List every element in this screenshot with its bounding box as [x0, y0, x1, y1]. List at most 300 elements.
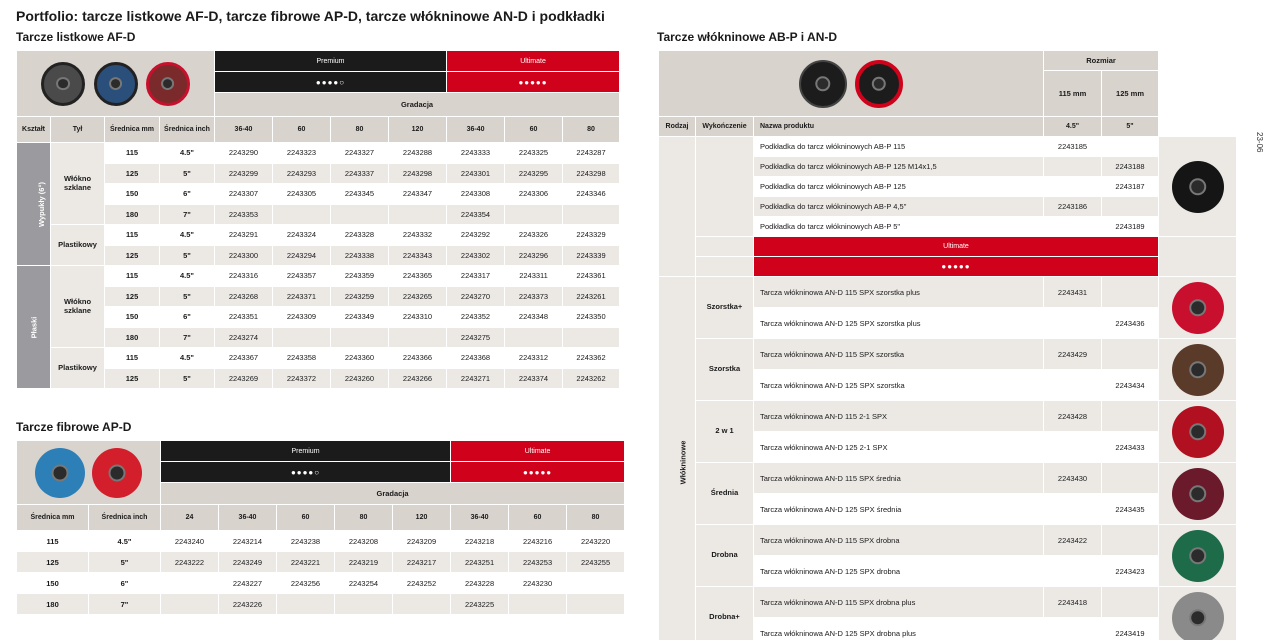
an-finish-label: Drobna — [696, 525, 754, 587]
an-product-disc-icon — [1172, 592, 1224, 640]
an-table — [658, 50, 1237, 640]
ap-cell-code — [393, 594, 451, 615]
af-cell-code: 2243365 — [389, 266, 447, 287]
af-cell-code: 2243305 — [273, 184, 331, 205]
ap-cell-code: 2243254 — [335, 573, 393, 594]
ap-grit-header: 80 — [567, 505, 625, 531]
af-cell-inch: 5" — [160, 163, 215, 184]
af-cell-code: 2243326 — [505, 225, 563, 246]
ap-cell-code: 2243220 — [567, 531, 625, 552]
ap-cell-code — [161, 573, 219, 594]
ap-cell-code: 2243216 — [509, 531, 567, 552]
an-code-125: 2243419 — [1102, 618, 1159, 640]
af-cell-mm: 115 — [105, 143, 160, 164]
an-pad-photo — [1159, 137, 1237, 237]
af-cell-code: 2243338 — [331, 245, 389, 266]
af-cell-code: 2243351 — [215, 307, 273, 328]
af-cell-code — [389, 204, 447, 225]
af-cell-code: 2243329 — [563, 225, 620, 246]
an-ultimate-row — [659, 237, 1237, 257]
af-cell-code: 2243360 — [331, 348, 389, 369]
af-cell-code: 2243290 — [215, 143, 273, 164]
ap-gradacja-header: Gradacja — [161, 483, 625, 505]
ap-section-title: Tarcze fibrowe AP-D — [16, 420, 132, 434]
an-product-photo — [1159, 587, 1237, 640]
af-cell-inch: 7" — [160, 204, 215, 225]
af-table-row — [17, 204, 620, 225]
af-cell-code: 2243353 — [215, 204, 273, 225]
af-cell-inch: 5" — [160, 245, 215, 266]
an-table-row — [659, 463, 1237, 494]
af-cell-inch: 5" — [160, 368, 215, 389]
an-pads-wyk — [696, 137, 754, 237]
page-title: Portfolio: tarcze listkowe AF-D, tarcze fibrowe AP-D, tarcze włókninowe AN-D i podkładki — [16, 8, 605, 24]
af-shape-wypukly-label: Wypukły (6°) — [36, 181, 46, 227]
af-cell-code: 2243268 — [215, 286, 273, 307]
an-product-name: Tarcza włókninowa AN-D 125 SPX drobna — [754, 556, 1044, 587]
af-cell-mm: 150 — [105, 307, 160, 328]
ap-cell-inch: 5" — [89, 552, 161, 573]
af-grit-header: 36-40 — [215, 117, 273, 143]
side-code: 23-06 — [1255, 132, 1264, 153]
af-grit-header: 60 — [273, 117, 331, 143]
ap-grit-header: 36-40 — [451, 505, 509, 531]
af-cell-code: 2243361 — [563, 266, 620, 287]
af-table-row — [17, 266, 620, 287]
an-pad-row — [659, 137, 1237, 157]
af-table-row — [17, 327, 620, 348]
an-product-disc-icon — [1172, 282, 1224, 334]
ap-cell-code: 2243225 — [451, 594, 509, 615]
ap-cell-code — [567, 573, 625, 594]
an-code-115 — [1044, 494, 1102, 525]
an-code-115 — [1044, 556, 1102, 587]
af-cell-code: 2243348 — [505, 307, 563, 328]
af-cell-code: 2243295 — [505, 163, 563, 184]
af-cell-code: 2243350 — [563, 307, 620, 328]
an-finish-label: Szorstka+ — [696, 277, 754, 339]
af-cell-code: 2243307 — [215, 184, 273, 205]
an-pad-code-125: 2243188 — [1102, 157, 1159, 177]
af-cell-code: 2243373 — [505, 286, 563, 307]
af-cell-inch: 4.5" — [160, 143, 215, 164]
af-cell-code: 2243339 — [563, 245, 620, 266]
ap-cell-code: 2243249 — [219, 552, 277, 573]
an-code-125: 2243435 — [1102, 494, 1159, 525]
ap-disc-red-icon — [92, 448, 142, 498]
ap-disc-blue-icon — [35, 448, 85, 498]
ap-cell-code: 2243222 — [161, 552, 219, 573]
ap-cell-code: 2243228 — [451, 573, 509, 594]
af-grit-header: 80 — [331, 117, 389, 143]
af-cell-mm: 115 — [105, 225, 160, 246]
an-pad-images — [659, 51, 1044, 117]
af-table — [16, 50, 620, 389]
an-table-row — [659, 525, 1237, 556]
an-product-name: Tarcza włókninowa AN-D 115 2-1 SPX — [754, 401, 1044, 432]
af-cell-code — [505, 327, 563, 348]
af-cell-inch: 5" — [160, 286, 215, 307]
af-cell-code: 2243368 — [447, 348, 505, 369]
af-cell-code: 2243261 — [563, 286, 620, 307]
af-cell-code: 2243352 — [447, 307, 505, 328]
ap-cell-code: 2243230 — [509, 573, 567, 594]
af-cell-mm: 125 — [105, 163, 160, 184]
af-cell-inch: 7" — [160, 327, 215, 348]
ap-cell-inch: 4.5" — [89, 531, 161, 552]
af-cell-code: 2243259 — [331, 286, 389, 307]
af-section-title: Tarcze listkowe AF-D — [16, 30, 136, 44]
af-cell-code — [331, 204, 389, 225]
af-cell-code: 2243288 — [389, 143, 447, 164]
ap-cell-code: 2243217 — [393, 552, 451, 573]
af-col-inch: Średnica inch — [160, 117, 215, 143]
ap-cell-code: 2243256 — [277, 573, 335, 594]
an-code-115 — [1044, 618, 1102, 640]
af-col-ksztalt: Kształt — [17, 117, 51, 143]
af-cell-code — [505, 204, 563, 225]
ap-cell-inch: 7" — [89, 594, 161, 615]
an-size-125: 125 mm — [1102, 71, 1159, 117]
an-pad-black-icon — [799, 60, 847, 108]
af-cell-code — [563, 327, 620, 348]
af-cell-code: 2243299 — [215, 163, 273, 184]
af-cell-code: 2243359 — [331, 266, 389, 287]
an-product-photo — [1159, 525, 1237, 587]
an-ultimate-rating: ●●●●● — [754, 257, 1159, 277]
ap-grit-header: 120 — [393, 505, 451, 531]
ap-grit-header: 36-40 — [219, 505, 277, 531]
an-code-125 — [1102, 587, 1159, 618]
an-product-name: Tarcza włókninowa AN-D 115 SPX szorstka plus — [754, 277, 1044, 308]
af-cell-inch: 6" — [160, 307, 215, 328]
an-code-125: 2243436 — [1102, 308, 1159, 339]
ap-ultimate-rating: ●●●●● — [451, 462, 625, 483]
af-cell-code: 2243306 — [505, 184, 563, 205]
af-cell-mm: 125 — [105, 368, 160, 389]
an-code-115: 2243429 — [1044, 339, 1102, 370]
af-cell-code: 2243327 — [331, 143, 389, 164]
ap-cell-code: 2243251 — [451, 552, 509, 573]
an-ultimate-rating-row — [659, 257, 1237, 277]
an-code-125 — [1102, 339, 1159, 370]
af-grit-header: 80 — [563, 117, 620, 143]
af-cell-code: 2243298 — [563, 163, 620, 184]
af-cell-code: 2243349 — [331, 307, 389, 328]
ap-cell-code — [277, 594, 335, 615]
af-cell-code: 2243287 — [563, 143, 620, 164]
af-cell-code: 2243269 — [215, 368, 273, 389]
an-col-nazwa: Nazwa produktu — [754, 117, 1044, 137]
an-product-photo — [1159, 401, 1237, 463]
an-inch-5: 5" — [1102, 117, 1159, 137]
an-pad-code-115: 2243185 — [1044, 137, 1102, 157]
ap-table-row — [17, 573, 625, 594]
an-pad-code-125 — [1102, 137, 1159, 157]
af-cell-code: 2243296 — [505, 245, 563, 266]
an-rozmiar-header: Rozmiar — [1044, 51, 1159, 71]
an-code-115 — [1044, 370, 1102, 401]
ap-col-mm: Średnica mm — [17, 505, 89, 531]
af-gradacja-header: Gradacja — [215, 93, 620, 117]
ap-table-row — [17, 594, 625, 615]
an-code-115 — [1044, 432, 1102, 463]
an-product-name: Tarcza włókninowa AN-D 125 SPX średnia — [754, 494, 1044, 525]
ap-grit-header: 24 — [161, 505, 219, 531]
ap-col-inch: Średnica inch — [89, 505, 161, 531]
af-table-row — [17, 368, 620, 389]
af-cell-code: 2243371 — [273, 286, 331, 307]
an-code-125: 2243433 — [1102, 432, 1159, 463]
af-cell-code: 2243291 — [215, 225, 273, 246]
af-shape-plaski — [17, 266, 51, 389]
af-cell-code: 2243270 — [447, 286, 505, 307]
af-cell-inch: 4.5" — [160, 225, 215, 246]
an-code-115: 2243431 — [1044, 277, 1102, 308]
an-col-wykonczenie: Wykończenie — [696, 117, 754, 137]
af-shape-plaski-label: Płaski — [29, 316, 38, 338]
ap-cell-code: 2243221 — [277, 552, 335, 573]
af-cell-code: 2243324 — [273, 225, 331, 246]
af-cell-code: 2243260 — [331, 368, 389, 389]
ap-grit-header: 60 — [277, 505, 335, 531]
ap-cell-code: 2243218 — [451, 531, 509, 552]
an-table-row — [659, 339, 1237, 370]
af-back-plastikowy: Plastikowy — [51, 225, 105, 266]
af-col-mm: Średnica mm — [105, 117, 160, 143]
af-cell-code: 2243372 — [273, 368, 331, 389]
af-disc-red-icon — [146, 62, 190, 106]
af-cell-code — [273, 327, 331, 348]
an-pad-code-125: 2243187 — [1102, 177, 1159, 197]
an-product-photo — [1159, 463, 1237, 525]
af-disc-blue-icon — [94, 62, 138, 106]
ap-cell-code: 2243214 — [219, 531, 277, 552]
af-grit-header: 60 — [505, 117, 563, 143]
ap-cell-code: 2243238 — [277, 531, 335, 552]
an-product-name: Tarcza włókninowa AN-D 115 SPX drobna — [754, 525, 1044, 556]
af-ultimate-header: Ultimate — [447, 51, 620, 72]
ap-cell-code — [509, 594, 567, 615]
an-code-115 — [1044, 308, 1102, 339]
an-product-disc-icon — [1172, 406, 1224, 458]
af-cell-code: 2243337 — [331, 163, 389, 184]
ap-cell-code — [161, 594, 219, 615]
ap-cell-mm: 150 — [17, 573, 89, 594]
an-pad-code-125: 2243189 — [1102, 217, 1159, 237]
af-disc-gray-icon — [41, 62, 85, 106]
ap-cell-mm: 125 — [17, 552, 89, 573]
af-back-plastikowy: Plastikowy — [51, 348, 105, 389]
ap-cell-code — [335, 594, 393, 615]
af-cell-code: 2243357 — [273, 266, 331, 287]
af-cell-mm: 180 — [105, 327, 160, 348]
an-code-115: 2243428 — [1044, 401, 1102, 432]
af-cell-code: 2243328 — [331, 225, 389, 246]
an-table-row — [659, 587, 1237, 618]
af-cell-code: 2243358 — [273, 348, 331, 369]
af-table-row — [17, 225, 620, 246]
af-cell-code: 2243265 — [389, 286, 447, 307]
af-cell-code: 2243266 — [389, 368, 447, 389]
ap-cell-code — [567, 594, 625, 615]
af-cell-code: 2243374 — [505, 368, 563, 389]
af-table-row — [17, 286, 620, 307]
af-cell-code: 2243309 — [273, 307, 331, 328]
an-rodzaj-wlokninowe — [659, 277, 696, 640]
ap-cell-mm: 115 — [17, 531, 89, 552]
af-cell-mm: 115 — [105, 266, 160, 287]
af-cell-code: 2243262 — [563, 368, 620, 389]
af-cell-code: 2243311 — [505, 266, 563, 287]
af-table-row — [17, 163, 620, 184]
an-product-name: Tarcza włókninowa AN-D 115 SPX drobna plus — [754, 587, 1044, 618]
af-cell-inch: 6" — [160, 184, 215, 205]
ap-premium-rating: ●●●●○ — [161, 462, 451, 483]
af-cell-code — [273, 204, 331, 225]
ap-cell-mm: 180 — [17, 594, 89, 615]
ap-ultimate-header: Ultimate — [451, 441, 625, 462]
af-cell-code: 2243332 — [389, 225, 447, 246]
af-cell-mm: 180 — [105, 204, 160, 225]
af-cell-code: 2243366 — [389, 348, 447, 369]
af-cell-code — [563, 204, 620, 225]
af-cell-code: 2243362 — [563, 348, 620, 369]
an-product-name: Tarcza włókninowa AN-D 125 SPX szorstka — [754, 370, 1044, 401]
an-pad-name: Podkładka do tarcz włókninowych AB-P 4,5" — [754, 197, 1044, 217]
af-grit-header: 36-40 — [447, 117, 505, 143]
ap-cell-code: 2243208 — [335, 531, 393, 552]
af-table-row — [17, 143, 620, 164]
an-product-name: Tarcza włókninowa AN-D 115 SPX szorstka — [754, 339, 1044, 370]
af-premium-header: Premium — [215, 51, 447, 72]
ap-cell-code: 2243253 — [509, 552, 567, 573]
ap-cell-code: 2243227 — [219, 573, 277, 594]
an-section-title: Tarcze włókninowe AB-P i AN-D — [657, 30, 838, 44]
an-product-photo — [1159, 277, 1237, 339]
an-pad-code-115: 2243186 — [1044, 197, 1102, 217]
af-cell-code: 2243302 — [447, 245, 505, 266]
ap-grit-header: 80 — [335, 505, 393, 531]
an-pad-code-115 — [1044, 217, 1102, 237]
af-col-tyl: Tył — [51, 117, 105, 143]
an-pads-rodzaj — [659, 137, 696, 277]
an-code-115: 2243422 — [1044, 525, 1102, 556]
af-cell-code: 2243317 — [447, 266, 505, 287]
an-pad-name: Podkładka do tarcz włókninowych AB-P 125 M14x1,5 — [754, 157, 1044, 177]
af-cell-code: 2243367 — [215, 348, 273, 369]
an-col-rodzaj: Rodzaj — [659, 117, 696, 137]
ap-premium-header: Premium — [161, 441, 451, 462]
ap-cell-inch: 6" — [89, 573, 161, 594]
an-inch-45: 4.5" — [1044, 117, 1102, 137]
an-pad-red-icon — [855, 60, 903, 108]
an-table-row — [659, 277, 1237, 308]
an-finish-label: 2 w 1 — [696, 401, 754, 463]
af-cell-code: 2243345 — [331, 184, 389, 205]
an-pad-code-115 — [1044, 177, 1102, 197]
af-cell-mm: 125 — [105, 286, 160, 307]
an-code-125: 2243434 — [1102, 370, 1159, 401]
an-code-125 — [1102, 401, 1159, 432]
ap-cell-code: 2243252 — [393, 573, 451, 594]
an-code-125 — [1102, 277, 1159, 308]
af-grit-header: 120 — [389, 117, 447, 143]
af-cell-code: 2243274 — [215, 327, 273, 348]
ap-table-row — [17, 531, 625, 552]
af-disc-images — [17, 51, 215, 117]
ap-cell-code: 2243209 — [393, 531, 451, 552]
af-cell-code: 2243354 — [447, 204, 505, 225]
af-cell-code: 2243312 — [505, 348, 563, 369]
an-rodzaj-label: Włókninowe — [678, 440, 688, 485]
af-table-row — [17, 245, 620, 266]
an-product-name: Tarcza włókninowa AN-D 115 SPX średnia — [754, 463, 1044, 494]
af-table-row — [17, 307, 620, 328]
ap-cell-code: 2243240 — [161, 531, 219, 552]
an-product-disc-icon — [1172, 344, 1224, 396]
ap-disc-images — [17, 441, 161, 505]
af-cell-code: 2243347 — [389, 184, 447, 205]
af-cell-code: 2243310 — [389, 307, 447, 328]
af-shape-wypukly — [17, 143, 51, 266]
an-pad-name: Podkładka do tarcz włókninowych AB-P 115 — [754, 137, 1044, 157]
an-product-name: Tarcza włókninowa AN-D 125 2-1 SPX — [754, 432, 1044, 463]
af-cell-code: 2243323 — [273, 143, 331, 164]
af-cell-code: 2243346 — [563, 184, 620, 205]
af-table-row — [17, 184, 620, 205]
af-cell-code — [389, 327, 447, 348]
an-product-name: Tarcza włókninowa AN-D 125 SPX drobna plus — [754, 618, 1044, 640]
af-premium-rating: ●●●●○ — [215, 72, 447, 93]
an-product-disc-icon — [1172, 530, 1224, 582]
af-cell-code — [331, 327, 389, 348]
af-cell-inch: 4.5" — [160, 348, 215, 369]
an-pad-name: Podkładka do tarcz włókninowych AB-P 5" — [754, 217, 1044, 237]
an-code-125 — [1102, 525, 1159, 556]
an-code-125 — [1102, 463, 1159, 494]
an-product-name: Tarcza włókninowa AN-D 125 SPX szorstka plus — [754, 308, 1044, 339]
an-product-photo — [1159, 339, 1237, 401]
af-ultimate-rating: ●●●●● — [447, 72, 620, 93]
af-cell-code: 2243333 — [447, 143, 505, 164]
af-cell-code: 2243301 — [447, 163, 505, 184]
af-cell-code: 2243275 — [447, 327, 505, 348]
ap-table — [16, 440, 625, 615]
an-finish-label: Drobna+ — [696, 587, 754, 640]
an-pad-name: Podkładka do tarcz włókninowych AB-P 125 — [754, 177, 1044, 197]
af-back-wlokno: Włókno szklane — [51, 266, 105, 348]
an-pad-photo-icon — [1172, 161, 1224, 213]
af-cell-code: 2243325 — [505, 143, 563, 164]
af-cell-code: 2243293 — [273, 163, 331, 184]
af-cell-code: 2243316 — [215, 266, 273, 287]
af-cell-code: 2243308 — [447, 184, 505, 205]
af-cell-code: 2243294 — [273, 245, 331, 266]
af-cell-code: 2243343 — [389, 245, 447, 266]
af-table-row — [17, 348, 620, 369]
an-size-115: 115 mm — [1044, 71, 1102, 117]
an-finish-label: Średnia — [696, 463, 754, 525]
af-cell-mm: 125 — [105, 245, 160, 266]
an-finish-label: Szorstka — [696, 339, 754, 401]
af-cell-code: 2243300 — [215, 245, 273, 266]
an-pad-code-115 — [1044, 157, 1102, 177]
ap-cell-code: 2243219 — [335, 552, 393, 573]
af-cell-code: 2243292 — [447, 225, 505, 246]
ap-table-row — [17, 552, 625, 573]
af-cell-mm: 115 — [105, 348, 160, 369]
